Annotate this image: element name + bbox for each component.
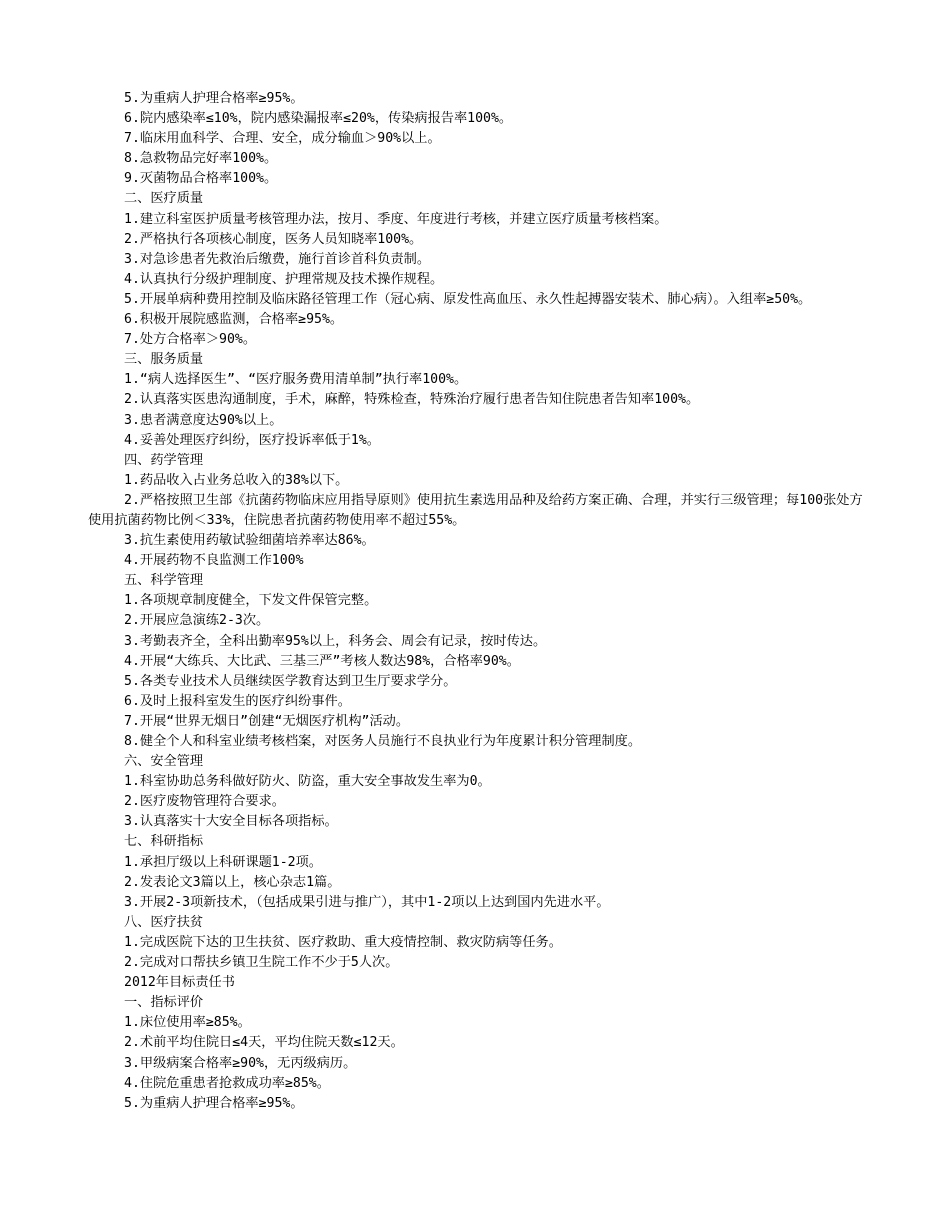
document-line: 2.发表论文3篇以上，核心杂志1篇。 bbox=[124, 874, 341, 890]
document-line: 8.急救物品完好率100%。 bbox=[124, 151, 278, 167]
document-line: 6.及时上报科室发生的医疗纠纷事件。 bbox=[124, 693, 351, 709]
document-body bbox=[88, 89, 866, 1114]
document-line: 5.开展单病种费用控制及临床路径管理工作（冠心病、原发性高血压、永久性起搏器安装术、肺心病）。入组率≥50%。 bbox=[124, 291, 812, 307]
document-line: 八、医疗扶贫 bbox=[124, 914, 204, 930]
document-line: 4.住院危重患者抢救成功率≥85%。 bbox=[124, 1075, 330, 1091]
document-line: 9.灭菌物品合格率100%。 bbox=[124, 171, 278, 187]
document-line: 8.健全个人和科室业绩考核档案，对医务人员施行不良执业行为年度累计积分管理制度。 bbox=[124, 734, 642, 749]
document-line: 2.开展应急演练2-3次。 bbox=[124, 613, 270, 629]
document-line: 1.科室协助总务科做好防火、防盗，重大安全事故发生率为0。 bbox=[124, 774, 491, 790]
document-line: 六、安全管理 bbox=[124, 754, 204, 770]
document-line: 3.抗生素使用药敏试验细菌培养率达86%。 bbox=[124, 533, 375, 549]
document-line: 3.患者满意度达90%以上。 bbox=[124, 412, 283, 428]
document-line: 4.开展“大练兵、大比武、三基三严”考核人数达98%，合格率90%。 bbox=[124, 653, 520, 669]
document-line: 2.完成对口帮扶乡镇卫生院工作不少于5人次。 bbox=[124, 955, 399, 971]
document-line: 2.认真落实医患沟通制度，手术，麻醉，特殊检查，特殊治疗履行患者告知住院患者告知率100%。 bbox=[124, 392, 700, 408]
document-line: 4.开展药物不良监测工作100% bbox=[124, 553, 304, 569]
document-line: 5.为重病人护理合格率≥95%。 bbox=[124, 1095, 304, 1111]
document-line: 4.妥善处理医疗纠纷，医疗投诉率低于1%。 bbox=[124, 432, 380, 448]
document-line: 二、医疗质量 bbox=[124, 191, 204, 207]
document-line: 7.临床用血科学、合理、安全，成分输血＞90%以上。 bbox=[124, 131, 441, 147]
document-line: 七、科研指标 bbox=[124, 834, 204, 850]
document-line: 2012年目标责任书 bbox=[124, 975, 235, 991]
document-line: 一、指标评价 bbox=[124, 995, 204, 1011]
document-line: 5.各类专业技术人员继续医学教育达到卫生厅要求学分。 bbox=[124, 673, 457, 689]
document-line: 7.开展“世界无烟日”创建“无烟医疗机构”活动。 bbox=[124, 713, 410, 729]
document-line: 1.完成医院下达的卫生扶贫、医疗救助、重大疫情控制、救灾防病等任务。 bbox=[124, 934, 562, 950]
document-line: 2.严格执行各项核心制度，医务人员知晓率100%。 bbox=[124, 231, 423, 247]
document-line: 2.医疗废物管理符合要求。 bbox=[124, 794, 285, 810]
document-line: 4.认真执行分级护理制度、护理常规及技术操作规程。 bbox=[124, 271, 444, 287]
document-line: 3.考勤表齐全，全科出勤率95%以上，科务会、周会有记录，按时传达。 bbox=[124, 633, 547, 649]
document-line: 1.建立科室医护质量考核管理办法，按月、季度、年度进行考核，并建立医疗质量考核档案。 bbox=[124, 211, 668, 227]
document-line: 三、服务质量 bbox=[124, 352, 204, 368]
document-line: 1.“病人选择医生”、“医疗服务费用清单制”执行率100%。 bbox=[124, 372, 468, 388]
document-line: 6.院内感染率≤10%，院内感染漏报率≤20%，传染病报告率100%。 bbox=[124, 111, 513, 127]
document-line: 3.开展2-3项新技术，（包括成果引进与推广），其中1-2项以上达到国内先进水平。 bbox=[124, 894, 610, 910]
document-line: 四、药学管理 bbox=[124, 452, 204, 468]
document-line: 3.对急诊患者先救治后缴费，施行首诊首科负责制。 bbox=[124, 251, 431, 267]
document-line: 3.认真落实十大安全目标各项指标。 bbox=[124, 814, 338, 830]
document-line: 五、科学管理 bbox=[124, 573, 204, 589]
document-line: 2.严格按照卫生部《抗菌药物临床应用指导原则》使用抗生素选用品种及给药方案正确、合理，并实行三级管理；每100张处方使用抗菌药物比例＜33%，住院患者抗菌药物使用率不超过55%。 bbox=[88, 492, 863, 528]
document-line: 2.术前平均住院日≤4天，平均住院天数≤12天。 bbox=[124, 1035, 404, 1051]
document-line: 1.各项规章制度健全，下发文件保管完整。 bbox=[124, 593, 378, 609]
document-line: 5.为重病人护理合格率≥95%。 bbox=[124, 91, 304, 106]
document-line: 1.床位使用率≥85%。 bbox=[124, 1015, 251, 1031]
document-line: 6.积极开展院感监测，合格率≥95%。 bbox=[124, 312, 344, 328]
document-line: 1.药品收入占业务总收入的38%以下。 bbox=[124, 472, 349, 488]
document-line: 1.承担厅级以上科研课题1-2项。 bbox=[124, 854, 322, 870]
document-line: 3.甲级病案合格率≥90%，无丙级病历。 bbox=[124, 1055, 357, 1071]
document-line: 7.处方合格率＞90%。 bbox=[124, 332, 257, 348]
